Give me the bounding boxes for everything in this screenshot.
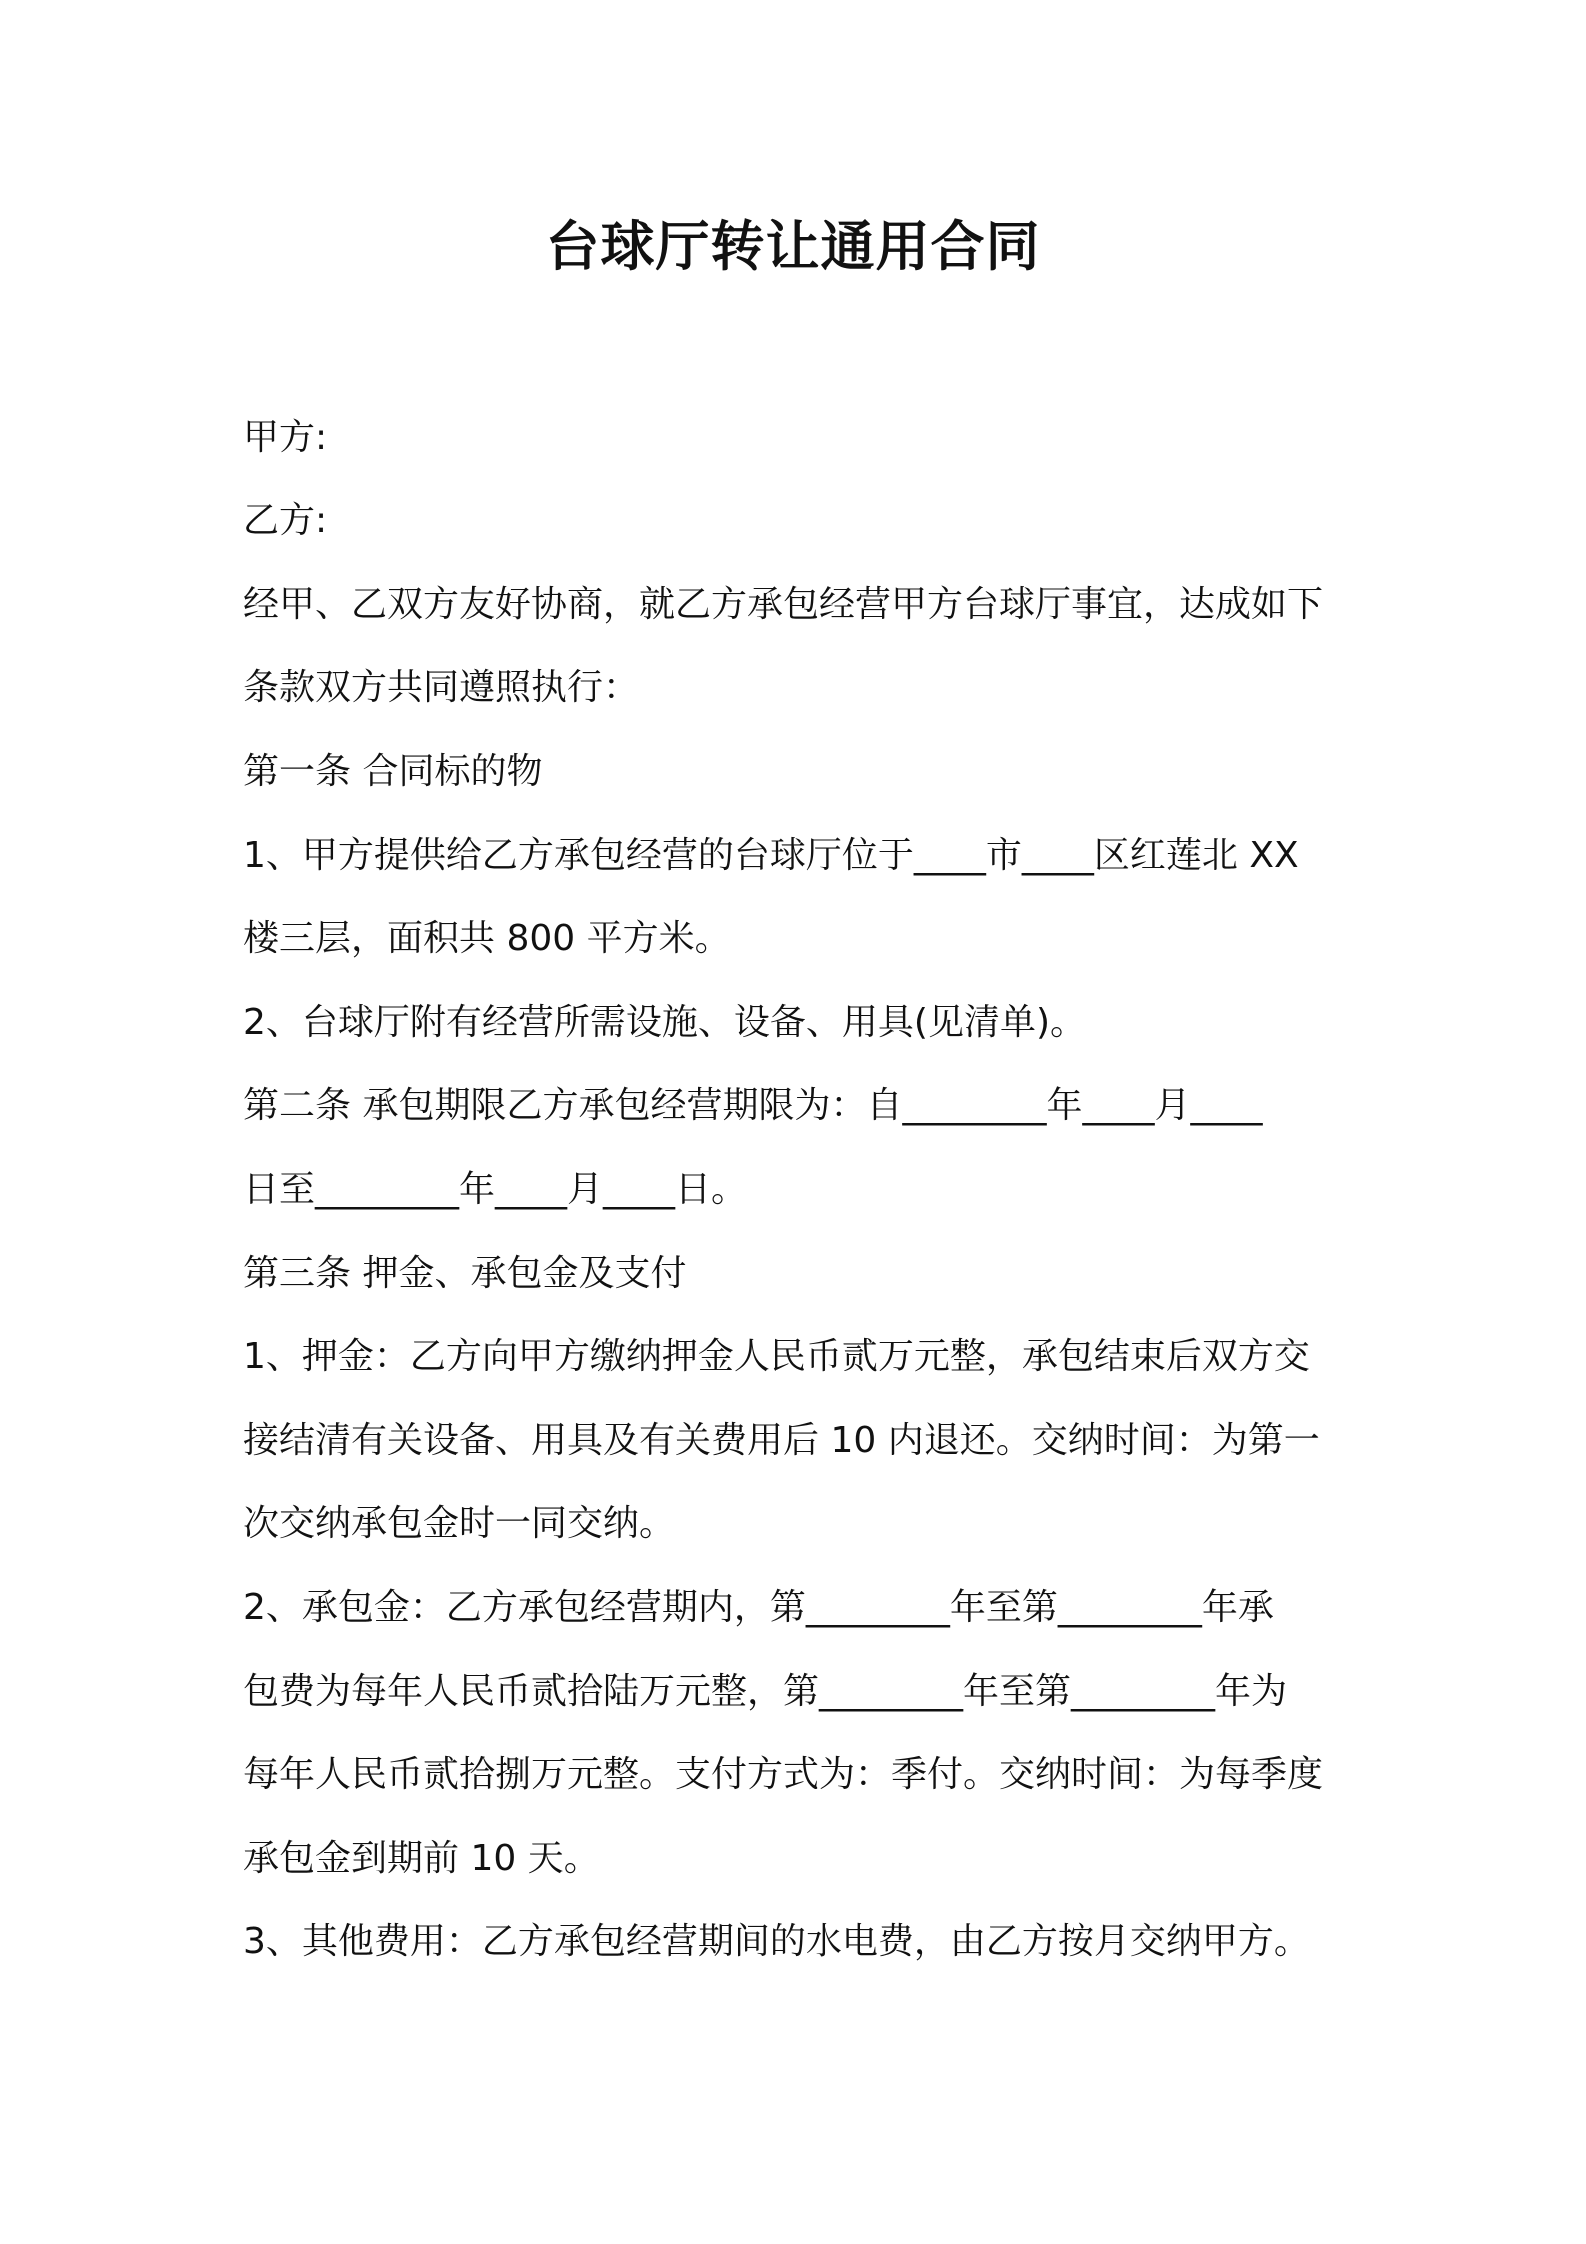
- article-3-clause-2-line-3: 每年人民币贰拾捌万元整。支付方式为：季付。交纳时间：为每季度: [243, 1754, 1324, 1795]
- article-3-clause-2-line-2: 包费为每年人民币贰拾陆万元整，第________年至第________年为: [243, 1671, 1288, 1712]
- article-3-clause-1-line-2: 接结清有关设备、用具及有关费用后 10 内退还。交纳时间：为第一: [243, 1420, 1320, 1461]
- article-3-clause-2-line-4: 承包金到期前 10 天。: [243, 1838, 600, 1879]
- article-3-clause-2-line-1: 2、承包金：乙方承包经营期内，第________年至第________年承: [243, 1587, 1274, 1628]
- party-a-line: 甲方:: [243, 417, 328, 458]
- article-2-line-2: 日至________年____月____日。: [243, 1169, 748, 1210]
- document-title: 台球厅转让通用合同: [545, 215, 1041, 278]
- article-1-clause-2: 2、台球厅附有经营所需设施、设备、用具(见清单)。: [243, 1002, 1086, 1043]
- party-b-line: 乙方:: [243, 500, 328, 541]
- article-3-clause-1-line-1: 1、押金：乙方向甲方缴纳押金人民币贰万元整，承包结束后双方交: [243, 1336, 1310, 1377]
- preamble-line-2: 条款双方共同遵照执行：: [243, 667, 640, 708]
- article-3-clause-1-line-3: 次交纳承包金时一同交纳。: [243, 1503, 676, 1544]
- preamble-line-1: 经甲、乙双方友好协商，就乙方承包经营甲方台球厅事宜，达成如下: [243, 584, 1324, 625]
- article-3-clause-3: 3、其他费用：乙方承包经营期间的水电费，由乙方按月交纳甲方。: [243, 1921, 1310, 1962]
- article-2-line-1: 第二条 承包期限乙方承包经营期限为：自________年____月____: [243, 1085, 1263, 1126]
- article-3-heading: 第三条 押金、承包金及支付: [243, 1253, 687, 1294]
- article-1-clause-1-line-1: 1、甲方提供给乙方承包经营的台球厅位于____市____区红莲北 XX: [243, 835, 1299, 876]
- article-1-clause-1-line-2: 楼三层，面积共 800 平方米。: [243, 918, 731, 959]
- article-1-heading: 第一条 合同标的物: [243, 751, 543, 792]
